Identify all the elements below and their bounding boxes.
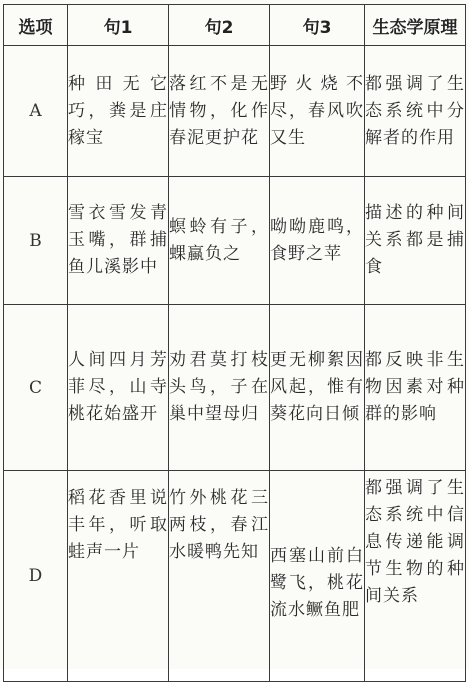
- option-label: B: [4, 177, 68, 305]
- sentence-1-cell: [68, 305, 169, 471]
- option-label: D: [4, 471, 68, 682]
- sentence-2-text: 劝君莫打枝头鸟，子在巢中望母归: [169, 350, 269, 424]
- poem-ecology-table: [3, 4, 466, 682]
- sentence-1-text: 稻花香里说丰年，听取蛙声一片: [68, 488, 168, 562]
- option-label: C: [4, 305, 68, 471]
- sentence-2-cell: [169, 471, 270, 682]
- table-row: [4, 305, 466, 471]
- sentence-3-cell: [270, 177, 365, 305]
- sentence-2-cell: [169, 46, 270, 177]
- sentence-1-text: 人间四月芳菲尽，山寺桃花始盛开: [68, 350, 168, 424]
- sentence-3-text: 呦呦鹿鸣，食野之苹: [270, 216, 364, 264]
- table-header-row: [4, 5, 466, 46]
- principle-cell: [365, 305, 466, 471]
- table-row: [4, 471, 466, 682]
- sentence-2-cell: [169, 305, 270, 471]
- principle-cell: [365, 46, 466, 177]
- sentence-3-text: 更无柳絮因风起，惟有葵花向日倾: [270, 350, 364, 424]
- sentence-3-text: 野火烧不尽，春风吹又生: [270, 73, 364, 148]
- principle-text: 都强调了生态系统中分解者的作用: [365, 73, 465, 148]
- sentence-1-text: 雪衣雪发青玉嘴，群捕鱼儿溪影中: [68, 203, 168, 277]
- sentence-1-cell: [68, 46, 169, 177]
- header-sentence-3: 句3: [270, 5, 365, 46]
- principle-text: 都反映非生物因素对种群的影响: [365, 350, 465, 424]
- sentence-3-cell: [270, 305, 365, 471]
- sentence-3-cell: [270, 471, 365, 682]
- header-sentence-2: 句2: [169, 5, 270, 46]
- principle-text: 都强调了生态系统中信息传递能调节生物的种间关系: [365, 478, 465, 606]
- sentence-1-cell: [68, 471, 169, 682]
- sentence-1-cell: [68, 177, 169, 305]
- principle-cell: [365, 471, 466, 682]
- option-label: A: [4, 46, 68, 177]
- principle-cell: [365, 177, 466, 305]
- sentence-2-text: 螟蛉有子，蜾蠃负之: [169, 216, 269, 264]
- sentence-3-text: 西塞山前白鹭飞，桃花流水鳜鱼肥: [270, 545, 364, 620]
- header-principle: 生态学原理: [365, 5, 466, 46]
- header-option: 选项: [4, 5, 68, 46]
- table-row: [4, 46, 466, 177]
- sentence-2-cell: [169, 177, 270, 305]
- table-row: [4, 177, 466, 305]
- principle-text: 描述的种间关系都是捕食: [365, 203, 465, 277]
- sentence-1-text: 种田无它巧，粪是庄稼宝: [68, 73, 168, 148]
- sentence-3-cell: [270, 46, 365, 177]
- header-sentence-1: 句1: [68, 5, 169, 46]
- sentence-2-text: 落红不是无情物，化作春泥更护花: [169, 73, 269, 148]
- sentence-2-text: 竹外桃花三两枝，春江水暖鸭先知: [169, 488, 269, 562]
